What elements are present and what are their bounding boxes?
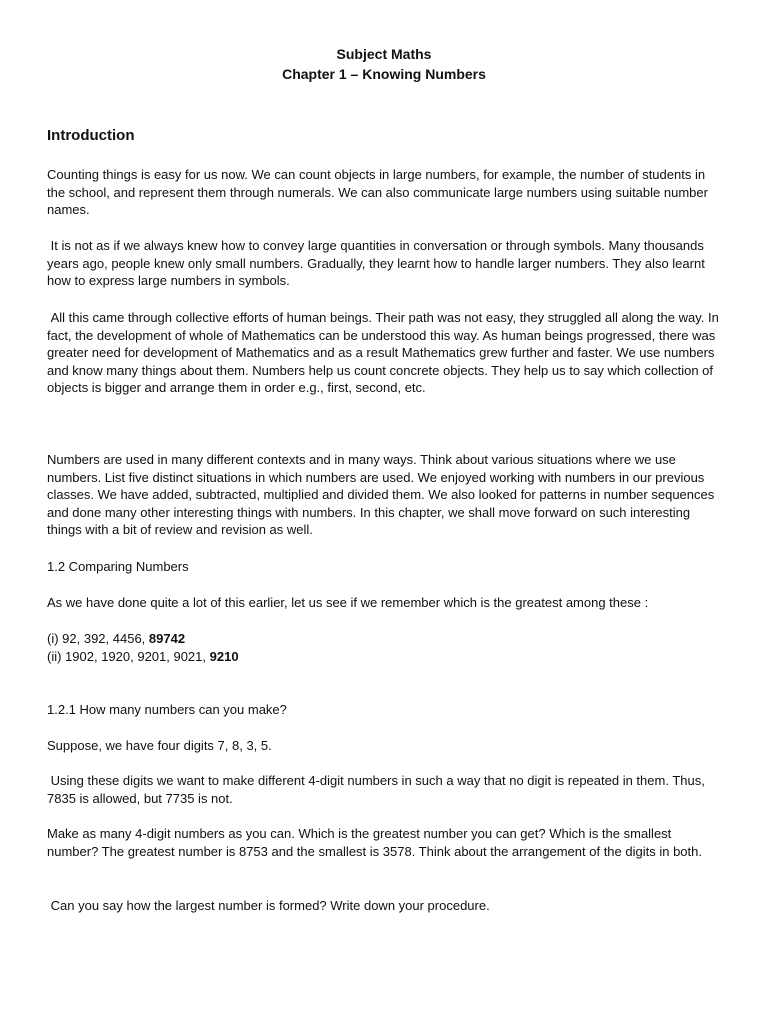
list-item-i: [47, 630, 725, 648]
section-heading-1-2: 1.2 Comparing Numbers: [47, 559, 189, 574]
list-item-ii: [47, 648, 725, 666]
paragraph-5: As we have done quite a lot of this earlier, let us see if we remember which is the greatest among these :: [47, 595, 649, 610]
document-title: [0, 44, 768, 84]
subject-title: Subject Maths: [336, 46, 432, 62]
paragraph-6: Suppose, we have four digits 7, 8, 3, 5.: [47, 738, 272, 753]
list-item-i-prefix: (i) 92, 392, 4456,: [47, 631, 149, 646]
paragraph-1: Counting things is easy for us now. We can count objects in large numbers, for example, the number of students in the school, and represent them through numerals. We can also communicate large numbers using suitable number names.: [47, 167, 712, 218]
paragraph-2: It is not as if we always knew how to convey large quantities in conversation or through symbols. Many thousands years ago, people knew only small numbers. Gradually, they learnt how to handle larger numbers. They also learnt how to express large numbers in symbols.: [47, 238, 709, 289]
section-heading-1-2-1: 1.2.1 How many numbers can you make?: [47, 702, 287, 717]
list-item-ii-prefix: (ii) 1902, 1920, 9201, 9021,: [47, 649, 210, 664]
paragraph-8: Make as many 4-digit numbers as you can. Which is the greatest number you can get? Which is the smallest number? The greatest number is 8753 and the smallest is 3578. Think about the arrangement of the digits in both.: [47, 826, 702, 859]
chapter-title: Chapter 1 – Knowing Numbers: [282, 66, 486, 82]
list-item-ii-answer: 9210: [209, 649, 239, 664]
introduction-heading: Introduction: [47, 127, 135, 144]
paragraph-9: Can you say how the largest number is formed? Write down your procedure.: [47, 898, 490, 913]
list-item-i-answer: 89742: [148, 631, 186, 646]
paragraph-4: Numbers are used in many different contexts and in many ways. Think about various situations where we use numbers. List five distinct situations in which numbers are used. We enjoyed working with numbers in our previous classes. We have added, subtracted, multiplied and divided them. We also looked for patterns in number sequences and done many other interesting things with numbers. In this chapter, we shall move forward on such interesting things with a bit of review and revision as well.: [47, 452, 718, 538]
paragraph-3: All this came through collective efforts of human beings. Their path was not easy, they struggled all along the way. In fact, the development of whole of Mathematics can be understood this way. As human beings progressed, there was greater need for development of Mathematics and as a result Mathematics grew further and faster. We use numbers and know many things about them. Numbers help us count concrete objects. They help us to say which collection of objects is bigger and arrange them in order e.g., first, second, etc.: [47, 310, 723, 396]
paragraph-7: Using these digits we want to make different 4-digit numbers in such a way that no digit is repeated in them. Thus, 7835 is allowed, but 7735 is not.: [47, 773, 709, 806]
